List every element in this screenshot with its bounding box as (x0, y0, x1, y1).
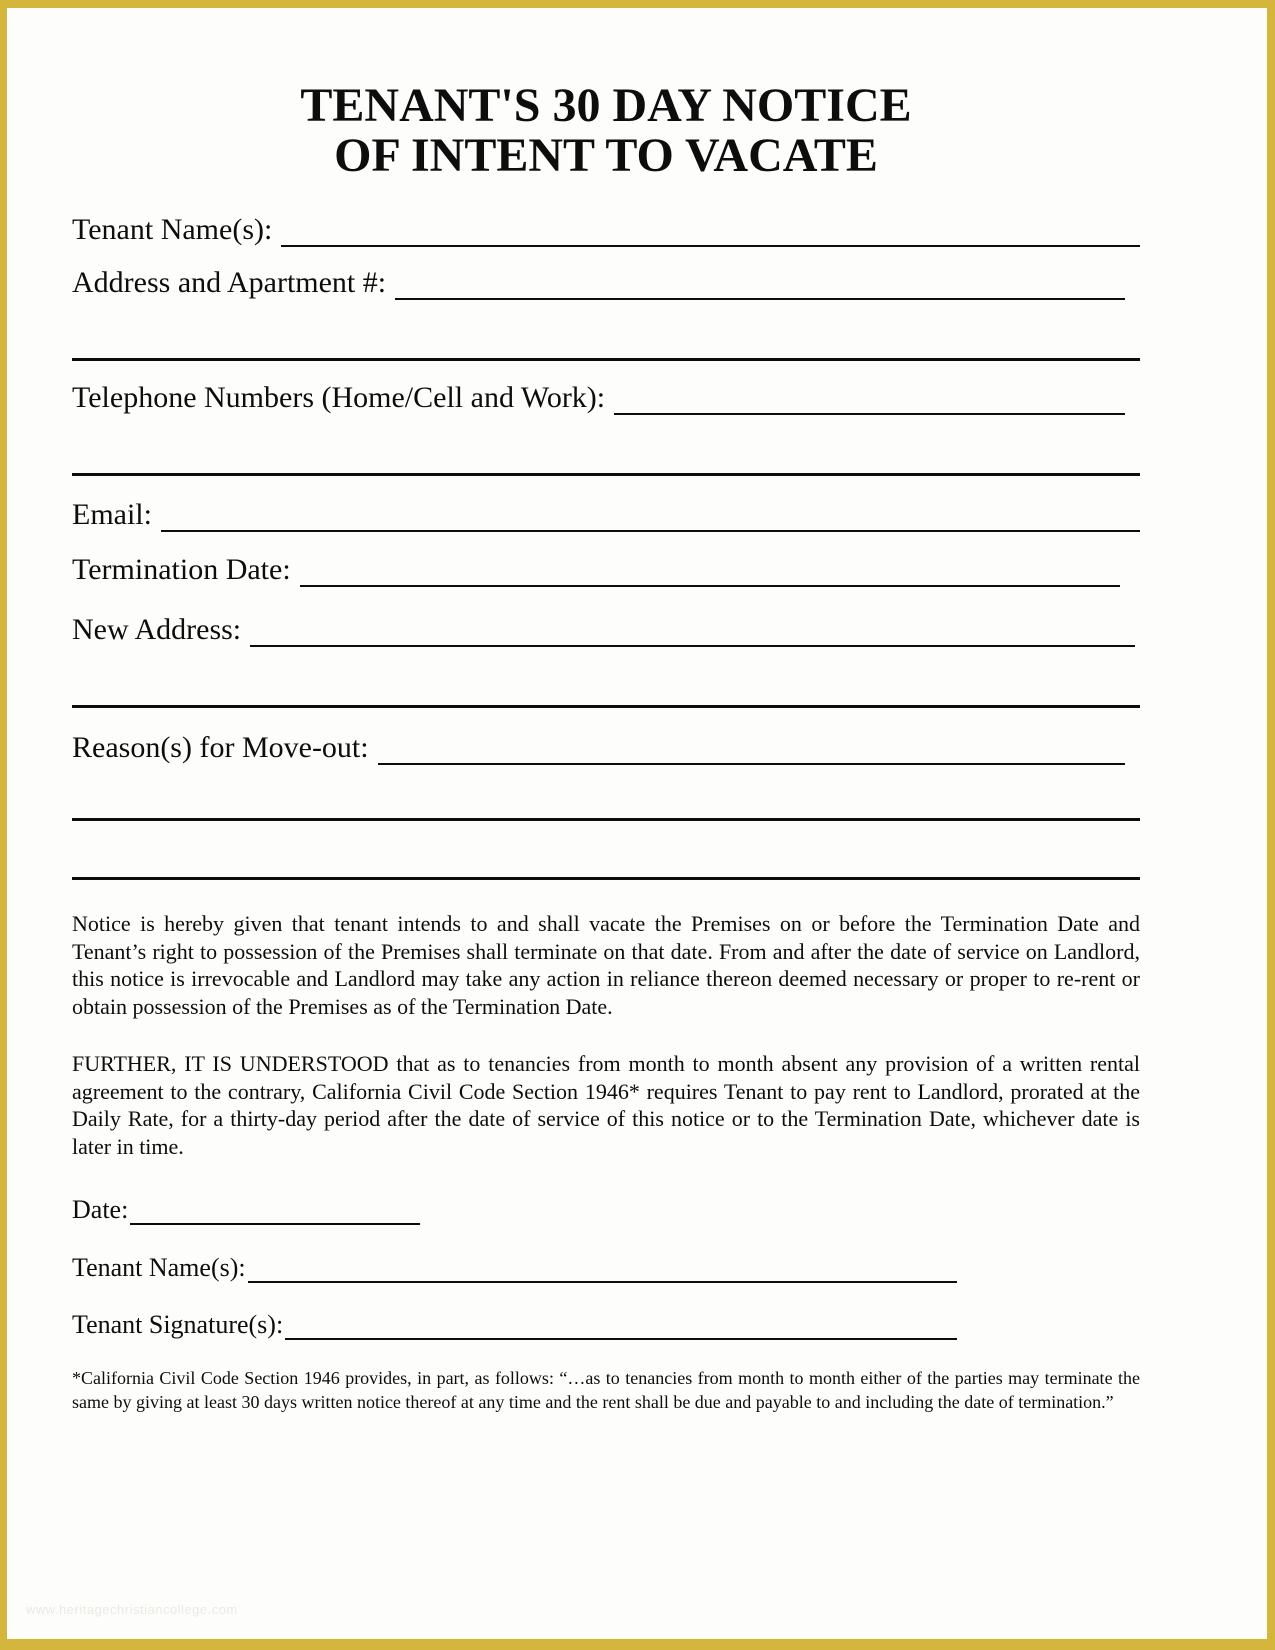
notice-paragraph: Notice is hereby given that tenant intends to and shall vacate the Premises on or before the Termination Date and Tenant’s right to possession of the Premises shall terminate on that date. From and after the date of service on Landlord, this notice is irrevocable and Landlord may take any action in reliance thereon deemed necessary or proper to re-rent or obtain possession of the Premises as of the Termination Date. (72, 911, 1140, 1019)
tenant-name-fill-line[interactable] (281, 212, 1140, 247)
date-fill-line[interactable] (130, 1194, 420, 1225)
address-fill-line[interactable] (395, 265, 1125, 300)
address-label: Address and Apartment #: (72, 266, 387, 299)
reason-fill-line[interactable] (378, 730, 1125, 765)
page-title (72, 81, 1140, 181)
signature-tenant-name-label: Tenant Name(s): (72, 1253, 246, 1282)
email-label: Email: (72, 498, 152, 531)
reason-fill-line-3[interactable] (72, 877, 1140, 880)
email-fill-line[interactable] (161, 497, 1140, 532)
field-row-termination-date (72, 552, 1140, 588)
signature-tenant-name-fill-line[interactable] (248, 1252, 957, 1283)
reason-fill-line-2[interactable] (72, 818, 1140, 821)
signature-row-tenant-name (72, 1252, 957, 1284)
telephone-fill-line[interactable] (614, 380, 1125, 415)
tenant-signature-label: Tenant Signature(s): (72, 1310, 284, 1339)
title-line-2: OF INTENT TO VACATE (334, 129, 878, 182)
field-row-reason (72, 730, 1140, 766)
watermark: www.heritagechristiancollege.com (26, 1602, 238, 1617)
footnote: *California Civil Code Section 1946 provides, in part, as follows: “…as to tenancies from month to month either of the parties may terminate the same by giving at least 30 days written notice thereof at any time and the rent shall be due and payable to and including the date of termination.” (72, 1368, 1140, 1412)
new-address-fill-line[interactable] (250, 612, 1135, 647)
field-row-telephone (72, 380, 1140, 416)
signature-row-date (72, 1194, 1140, 1226)
telephone-label: Telephone Numbers (Home/Cell and Work): (72, 381, 606, 414)
date-label: Date: (72, 1195, 129, 1224)
termination-date-fill-line[interactable] (300, 552, 1120, 587)
field-row-new-address (72, 612, 1140, 648)
further-paragraph: FURTHER, IT IS UNDERSTOOD that as to tenancies from month to month absent any provision of a written rental agreement to the contrary, California Civil Code Section 1946* requires Tenant to pay rent to Landlord, prorated at the Daily Rate, for a thirty-day period after the date of service of this notice or to the Termination Date, whichever date is later in time. (72, 1051, 1140, 1159)
signature-row-tenant-signature (72, 1309, 957, 1341)
tenant-name-label: Tenant Name(s): (72, 213, 273, 246)
termination-date-label: Termination Date: (72, 553, 291, 586)
new-address-label: New Address: (72, 613, 242, 646)
new-address-fill-line-2[interactable] (72, 705, 1140, 708)
reason-label: Reason(s) for Move-out: (72, 731, 369, 764)
title-line-1: TENANT'S 30 DAY NOTICE (300, 79, 912, 132)
field-row-address (72, 265, 1140, 301)
address-fill-line-2[interactable] (72, 358, 1140, 361)
telephone-fill-line-2[interactable] (72, 473, 1140, 476)
field-row-email (72, 497, 1140, 533)
tenant-signature-fill-line[interactable] (285, 1309, 957, 1340)
field-row-tenant-name (72, 212, 1140, 248)
